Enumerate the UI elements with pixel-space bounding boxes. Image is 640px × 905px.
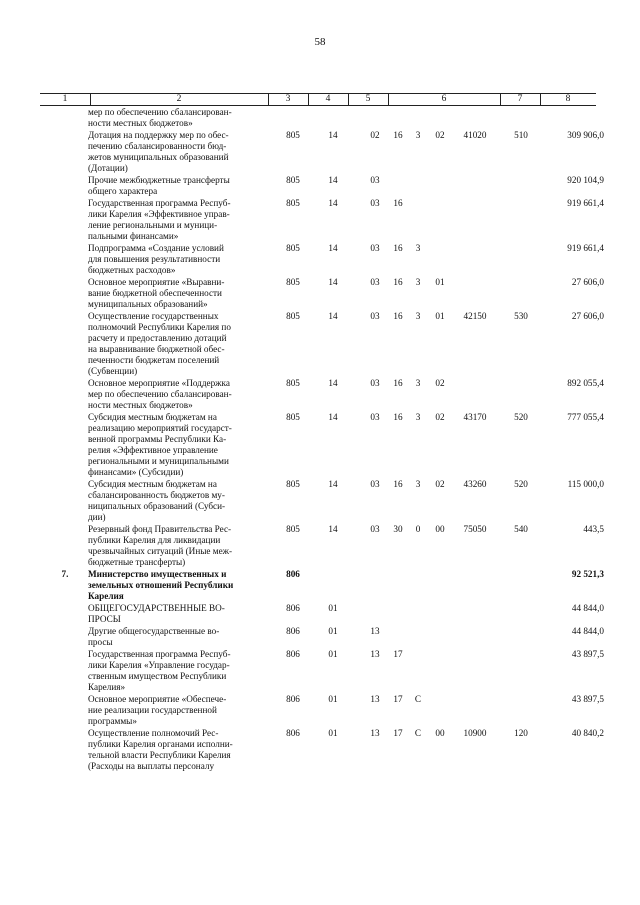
cell-section: 01 <box>328 603 338 613</box>
header-col-4: 4 <box>325 94 331 104</box>
table-row <box>0 311 640 377</box>
header-col-3: 3 <box>285 94 291 104</box>
cell-amount: 43 897,5 <box>571 649 604 659</box>
cell-description: Дотация на поддержку мер по обес- печению сбалансированности бюд- жетов муниципальных образований (Дотации) <box>88 130 229 173</box>
cell-admin-code: 805 <box>286 524 300 534</box>
cell-subsection: 03 <box>370 243 380 253</box>
cell-amount: 40 840,2 <box>571 728 604 738</box>
cell-subsection: 13 <box>370 649 380 659</box>
cell-expense-type: 520 <box>514 479 528 489</box>
header-col-5: 5 <box>365 94 371 104</box>
table-row <box>0 694 640 727</box>
cell-amount: 43 897,5 <box>571 694 604 704</box>
cell-description: Прочие межбюджетные трансферты общего характера <box>88 175 230 196</box>
cell-admin-code: 805 <box>286 243 300 253</box>
cell-amount: 777 055,4 <box>567 412 604 422</box>
cell-subsection: 03 <box>370 277 380 287</box>
header-col-1: 1 <box>62 94 68 104</box>
cell-target-article-1: 30 <box>393 524 403 534</box>
cell-target-article-2: 3 <box>415 311 421 321</box>
cell-amount: 44 844,0 <box>571 626 604 636</box>
cell-subsection: 03 <box>370 311 380 321</box>
table-row <box>0 728 640 772</box>
cell-target-article-4: 42150 <box>463 311 487 321</box>
cell-target-article-3: 02 <box>435 130 445 140</box>
cell-subsection: 13 <box>370 694 380 704</box>
cell-section: 14 <box>328 479 338 489</box>
cell-target-article-2: С <box>414 728 422 738</box>
cell-admin-code: 805 <box>286 198 300 208</box>
cell-target-article-2: 3 <box>415 378 421 388</box>
cell-amount: 44 844,0 <box>571 603 604 613</box>
header-col-6: 6 <box>441 94 447 104</box>
cell-description: Резервный фонд Правительства Рес- публики Карелия для ликвидации чрезвычайных ситуаций (Иные меж- бюджетные трансферты) <box>88 524 233 567</box>
cell-target-article-1: 16 <box>393 198 403 208</box>
cell-section: 14 <box>328 524 338 534</box>
cell-description: Основное мероприятие «Обеспече- ние реализации государственной программы» <box>88 694 227 726</box>
cell-admin-code: 805 <box>286 175 300 185</box>
cell-admin-code: 805 <box>286 277 300 287</box>
cell-description: Основное мероприятие «Выравни- вание бюджетной обеспеченности муниципальных образований» <box>88 277 225 309</box>
table-row <box>0 198 640 242</box>
cell-admin-code: 806 <box>286 626 300 636</box>
page-number: 58 <box>314 36 326 48</box>
cell-section: 01 <box>328 728 338 738</box>
cell-target-article-2: 3 <box>415 277 421 287</box>
cell-amount: 443,5 <box>583 524 604 534</box>
cell-target-article-1: 16 <box>393 130 403 140</box>
cell-expense-type: 530 <box>514 311 528 321</box>
header-col-8: 8 <box>565 94 571 104</box>
cell-target-article-1: 16 <box>393 412 403 422</box>
cell-admin-code: 805 <box>286 311 300 321</box>
cell-section: 14 <box>328 378 338 388</box>
cell-target-article-1: 16 <box>393 277 403 287</box>
cell-section: 14 <box>328 130 338 140</box>
table-row <box>0 378 640 411</box>
cell-admin-code: 806 <box>286 728 300 738</box>
cell-description: Министерство имущественных и земельных отношений Республики Карелия <box>88 569 234 601</box>
cell-target-article-2: 3 <box>415 479 421 489</box>
cell-subsection: 03 <box>370 412 380 422</box>
cell-target-article-2: 3 <box>415 130 421 140</box>
cell-amount: 27 606,0 <box>571 311 604 321</box>
cell-subsection: 03 <box>370 175 380 185</box>
table-row <box>0 569 640 602</box>
cell-description: Осуществление полномочий Рес- публики Карелия органами исполни- тельной власти Республики Карелия (Расходы на выплаты персоналу <box>88 728 233 771</box>
cell-target-article-1: 17 <box>393 694 403 704</box>
cell-target-article-1: 17 <box>393 728 403 738</box>
cell-target-article-4: 43170 <box>463 412 487 422</box>
table-row <box>0 524 640 568</box>
table-row <box>0 277 640 310</box>
cell-description: Осуществление государственных полномочий Республики Карелия по расчету и предоставлению дотаций на выравнивание бюджетной обес- печенности бюджетам поселений (Субвенции) <box>88 311 231 376</box>
cell-description: Государственная программа Респуб- лики Карелия «Управление государ- ственным имуществом Республики Карелия» <box>88 649 231 692</box>
cell-expense-type: 120 <box>514 728 528 738</box>
cell-description: Государственная программа Респуб- лики Карелия «Эффективное управ- ление региональными и муници- пальными финансами» <box>88 198 231 241</box>
table-row <box>0 107 640 129</box>
table-row <box>0 243 640 276</box>
cell-section: 14 <box>328 277 338 287</box>
cell-target-article-3: 00 <box>435 524 445 534</box>
cell-description: Подпрограмма «Создание условий для повышения результативности бюджетных расходов» <box>88 243 224 275</box>
cell-section: 14 <box>328 175 338 185</box>
cell-admin-code: 806 <box>286 603 300 613</box>
table-row <box>0 626 640 648</box>
table-row <box>0 649 640 693</box>
cell-amount: 919 661,4 <box>567 198 604 208</box>
cell-amount: 115 000,0 <box>567 479 604 489</box>
cell-target-article-3: 01 <box>435 277 445 287</box>
cell-amount: 919 661,4 <box>567 243 604 253</box>
cell-target-article-1: 16 <box>393 311 403 321</box>
cell-target-article-4: 10900 <box>463 728 487 738</box>
cell-admin-code: 805 <box>286 130 300 140</box>
cell-description: ОБЩЕГОСУДАРСТВЕННЫЕ ВО- ПРОСЫ <box>88 603 225 624</box>
cell-subsection: 03 <box>370 479 380 489</box>
cell-amount: 309 906,0 <box>567 130 604 140</box>
table-row <box>0 479 640 523</box>
cell-admin-code: 806 <box>286 649 300 659</box>
cell-section: 14 <box>328 243 338 253</box>
cell-target-article-4: 75050 <box>463 524 487 534</box>
cell-target-article-3: 01 <box>435 311 445 321</box>
cell-section: 14 <box>328 412 338 422</box>
cell-description: Основное мероприятие «Поддержка мер по обеспечению сбалансирован- ности местных бюджетов» <box>88 378 232 410</box>
cell-section: 01 <box>328 694 338 704</box>
table-row <box>0 130 640 174</box>
cell-target-article-1: 16 <box>393 243 403 253</box>
cell-admin-code: 805 <box>286 412 300 422</box>
cell-description: Субсидия местным бюджетам на реализацию мероприятий государст- венной программы Республики Ка- релия «Эффективное управление региональными и муниципальными финансами» (Субсидии) <box>88 412 232 477</box>
cell-target-article-4: 41020 <box>463 130 487 140</box>
cell-target-article-2: 3 <box>415 412 421 422</box>
cell-subsection: 13 <box>370 728 380 738</box>
cell-target-article-4: 43260 <box>463 479 487 489</box>
cell-target-article-2: 0 <box>415 524 421 534</box>
cell-subsection: 03 <box>370 198 380 208</box>
cell-amount: 892 055,4 <box>567 378 604 388</box>
cell-target-article-2: С <box>414 694 422 704</box>
table-row <box>0 175 640 197</box>
cell-subsection: 13 <box>370 626 380 636</box>
table-row <box>0 412 640 478</box>
cell-expense-type: 520 <box>514 412 528 422</box>
cell-target-article-3: 02 <box>435 378 445 388</box>
cell-admin-code: 806 <box>286 569 300 579</box>
cell-description: Другие общегосударственные во- просы <box>88 626 220 647</box>
cell-amount: 92 521,3 <box>571 569 604 579</box>
cell-expense-type: 510 <box>514 130 528 140</box>
cell-expense-type: 540 <box>514 524 528 534</box>
cell-admin-code: 806 <box>286 694 300 704</box>
cell-target-article-2: 3 <box>415 243 421 253</box>
cell-subsection: 03 <box>370 524 380 534</box>
cell-description: мер по обеспечению сбалансирован- ности местных бюджетов» <box>88 107 232 128</box>
cell-amount: 920 104,9 <box>567 175 604 185</box>
header-col-7: 7 <box>517 94 523 104</box>
cell-target-article-3: 00 <box>435 728 445 738</box>
table-header-row <box>40 93 596 106</box>
cell-subsection: 03 <box>370 378 380 388</box>
cell-description: Субсидия местным бюджетам на сбалансированность бюджетов му- ниципальных образований (Субси- дии) <box>88 479 226 522</box>
cell-admin-code: 805 <box>286 378 300 388</box>
table-row <box>0 603 640 625</box>
cell-section: 01 <box>328 649 338 659</box>
cell-subsection: 02 <box>370 130 380 140</box>
cell-target-article-1: 16 <box>393 479 403 489</box>
cell-amount: 27 606,0 <box>571 277 604 287</box>
cell-target-article-1: 16 <box>393 378 403 388</box>
cell-target-article-3: 02 <box>435 412 445 422</box>
cell-target-article-1: 17 <box>393 649 403 659</box>
cell-section: 14 <box>328 198 338 208</box>
row-number: 7. <box>61 569 69 579</box>
header-col-2: 2 <box>176 94 182 104</box>
cell-admin-code: 805 <box>286 479 300 489</box>
cell-section: 01 <box>328 626 338 636</box>
cell-target-article-3: 02 <box>435 479 445 489</box>
cell-section: 14 <box>328 311 338 321</box>
